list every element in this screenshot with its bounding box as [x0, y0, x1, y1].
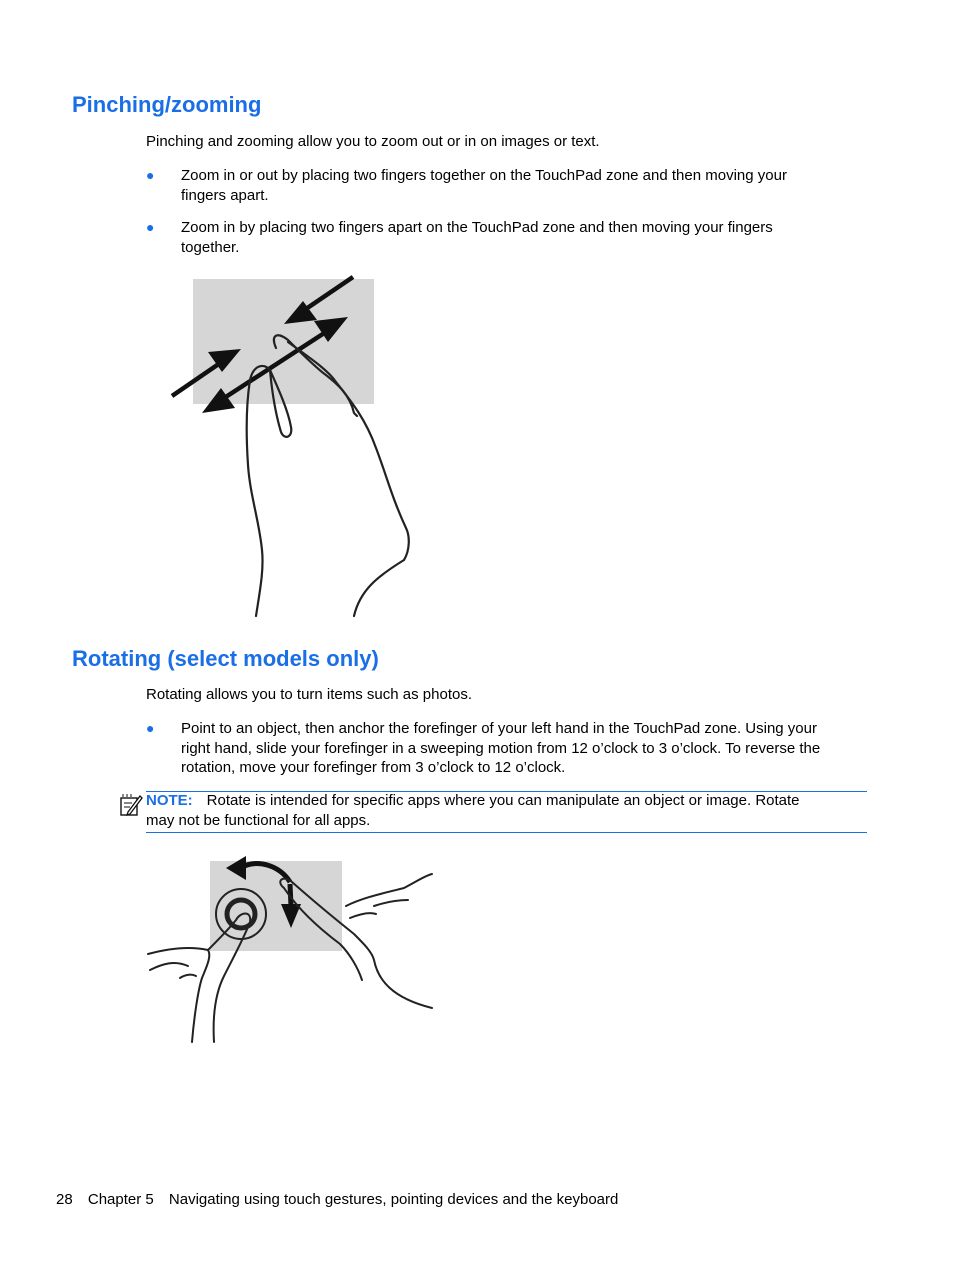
section-heading-rotating: Rotating (select models only): [72, 646, 379, 671]
section-heading-pinching: Pinching/zooming: [72, 92, 262, 117]
pinch-gesture-illustration: [160, 270, 420, 622]
rotating-bullet-1: Point to an object, then anchor the forefinger of your left hand in the TouchPad zone. Using your right hand, slide your forefinger in a sweeping motion from 12 o’clock to 3 o’clock. To reverse the rotation, move your forefinger from 3 o’clock to 12 o’clock.: [181, 720, 821, 776]
page-footer: [56, 1191, 629, 1208]
pinching-bullet-1: Zoom in or out by placing two fingers together on the TouchPad zone and then moving your fingers apart.: [181, 167, 787, 204]
footer-title: Navigating using touch gestures, pointing devices and the keyboard: [168, 1191, 619, 1208]
bullet-dot-icon: ●: [146, 720, 155, 736]
rotating-intro: Rotating allows you to turn items such as photos.: [146, 686, 473, 703]
pinching-bullet-2: Zoom in by placing two fingers apart on the TouchPad zone and then moving your fingers together.: [181, 219, 773, 256]
note-text: NOTE: Rotate is intended for specific apps where you can manipulate an object or image. Rotate may not be functional for all apps.: [146, 792, 800, 829]
page-number: 28: [56, 1191, 73, 1208]
bullet-dot-icon: ●: [146, 167, 155, 183]
bullet-dot-icon: ●: [146, 219, 155, 235]
pinching-intro: Pinching and zooming allow you to zoom out or in on images or text.: [146, 133, 600, 150]
note-label: NOTE:: [146, 792, 193, 809]
footer-chapter: Chapter 5: [87, 1191, 154, 1208]
touchpad-zone: [193, 279, 374, 404]
rotate-gesture-illustration: [140, 848, 440, 1048]
hand-outline: [247, 335, 409, 616]
note-pencil-icon: [119, 793, 143, 817]
